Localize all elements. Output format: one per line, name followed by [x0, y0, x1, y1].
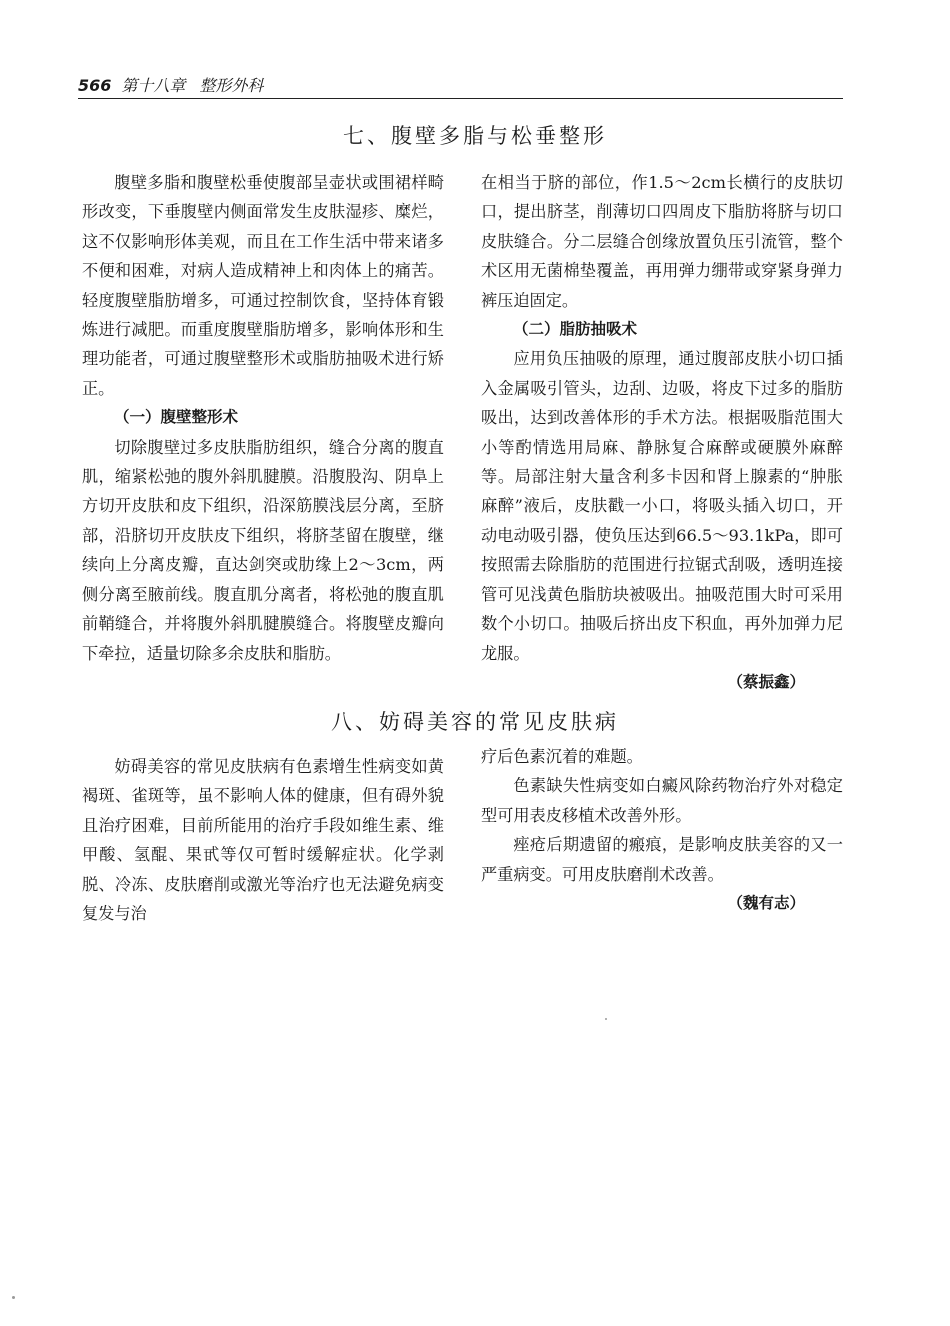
- section-8-author: （魏有志）: [727, 894, 805, 913]
- section-8-paragraph-1: 妨碍美容的常见皮肤病有色素增生性病变如黄褐斑、雀斑等，虽不影响人体的健康，但有碍外貌且治疗困难，目前所能用的治疗手段如维生素、维甲酸、氢醌、果甙等仅可暂时缓解症状。化学剥脱、冷冻、皮肤磨削或激光等治疗也无法避免病变复发与治: [82, 757, 444, 924]
- chapter-title: 整形外科: [199, 76, 264, 95]
- section-8-paragraph-2: 色素缺失性病变如白癜风除药物治疗外对稳定型可用表皮移植术改善外形。: [481, 776, 843, 825]
- running-head: [78, 76, 843, 99]
- section-8-paragraph-1-continued: 疗后色素沉着的难题。: [481, 747, 643, 766]
- section-8-right-column: [481, 742, 843, 918]
- scan-speck: [12, 1296, 15, 1299]
- section-7-left-column: [82, 168, 444, 668]
- section-7-right-column: [481, 168, 843, 697]
- scan-speck: [605, 1018, 607, 1020]
- section-7-author: （蔡振鑫）: [727, 672, 805, 691]
- page-number: 566: [78, 76, 112, 95]
- section-8-left-column: [82, 752, 444, 928]
- chapter-number: 第十八章: [121, 76, 186, 95]
- section-7-intro: 腹壁多脂和腹壁松垂使腹部呈壶状或围裙样畸形改变，下垂腹壁内侧面常发生皮肤湿疹、糜烂，这不仅影响形体美观，而且在工作生活中带来诸多不便和困难，对病人造成精神上和肉体上的痛苦。轻度腹壁脂肪增多，可通过控制饮食，坚持体育锻炼进行减肥。而重度腹壁脂肪增多，影响体形和生理功能者，可通过腹壁整形术或脂肪抽吸术进行矫正。: [82, 173, 444, 398]
- subsection-1-text: 切除腹壁过多皮肤脂肪组织，缝合分离的腹直肌，缩紧松弛的腹外斜肌腱膜。沿腹股沟、阴阜上方切开皮肤和皮下组织，沿深筋膜浅层分离，至脐部，沿脐切开皮肤皮下组织，将脐茎留在腹壁，继续向上分离皮瓣，直达剑突或肋缘上2～3cm，两侧分离至腋前线。腹直肌分离者，将松弛的腹直肌前鞘缝合，并将腹外斜肌腱膜缝合。将腹壁皮瓣向下牵拉，适量切除多余皮肤和脂肪。: [82, 437, 444, 663]
- section-7-title: 七、腹壁多脂与松垂整形: [343, 124, 607, 148]
- subsection-1-heading: （一）腹壁整形术: [114, 408, 239, 427]
- subsection-2-heading: （二）脂肪抽吸术: [513, 320, 638, 339]
- subsection-1-continued: 在相当于脐的部位，作1.5～2cm长横行的皮肤切口，提出脐茎，削薄切口四周皮下脂肪将脐与切口皮肤缝合。分二层缝合创缘放置负压引流管，整个术区用无菌棉垫覆盖，再用弹力绷带或穿紧身弹力裤压迫固定。: [481, 173, 843, 310]
- subsection-2-text: 应用负压抽吸的原理，通过腹部皮肤小切口插入金属吸引管头，边刮、边吸，将皮下过多的脂肪吸出，达到改善体形的手术方法。根据吸脂范围大小等酌情选用局麻、静脉复合麻醉或硬膜外麻醉等。局部注射大量含利多卡因和肾上腺素的“肿胀麻醉”液后，皮肤戳一小口，将吸头插入切口，开动电动吸引器，使负压达到66.5～93.1kPa，即可按照需去除脂肪的范围进行拉锯式刮吸，透明连接管可见浅黄色脂肪块被吸出。抽吸范围大时可采用数个小切口。抽吸后挤出皮下积血，再外加弹力尼龙服。: [481, 349, 843, 663]
- section-8-title: 八、妨碍美容的常见皮肤病: [331, 710, 619, 734]
- section-8-paragraph-3: 痤疮后期遗留的瘢痕，是影响皮肤美容的又一严重病变。可用皮肤磨削术改善。: [481, 835, 843, 884]
